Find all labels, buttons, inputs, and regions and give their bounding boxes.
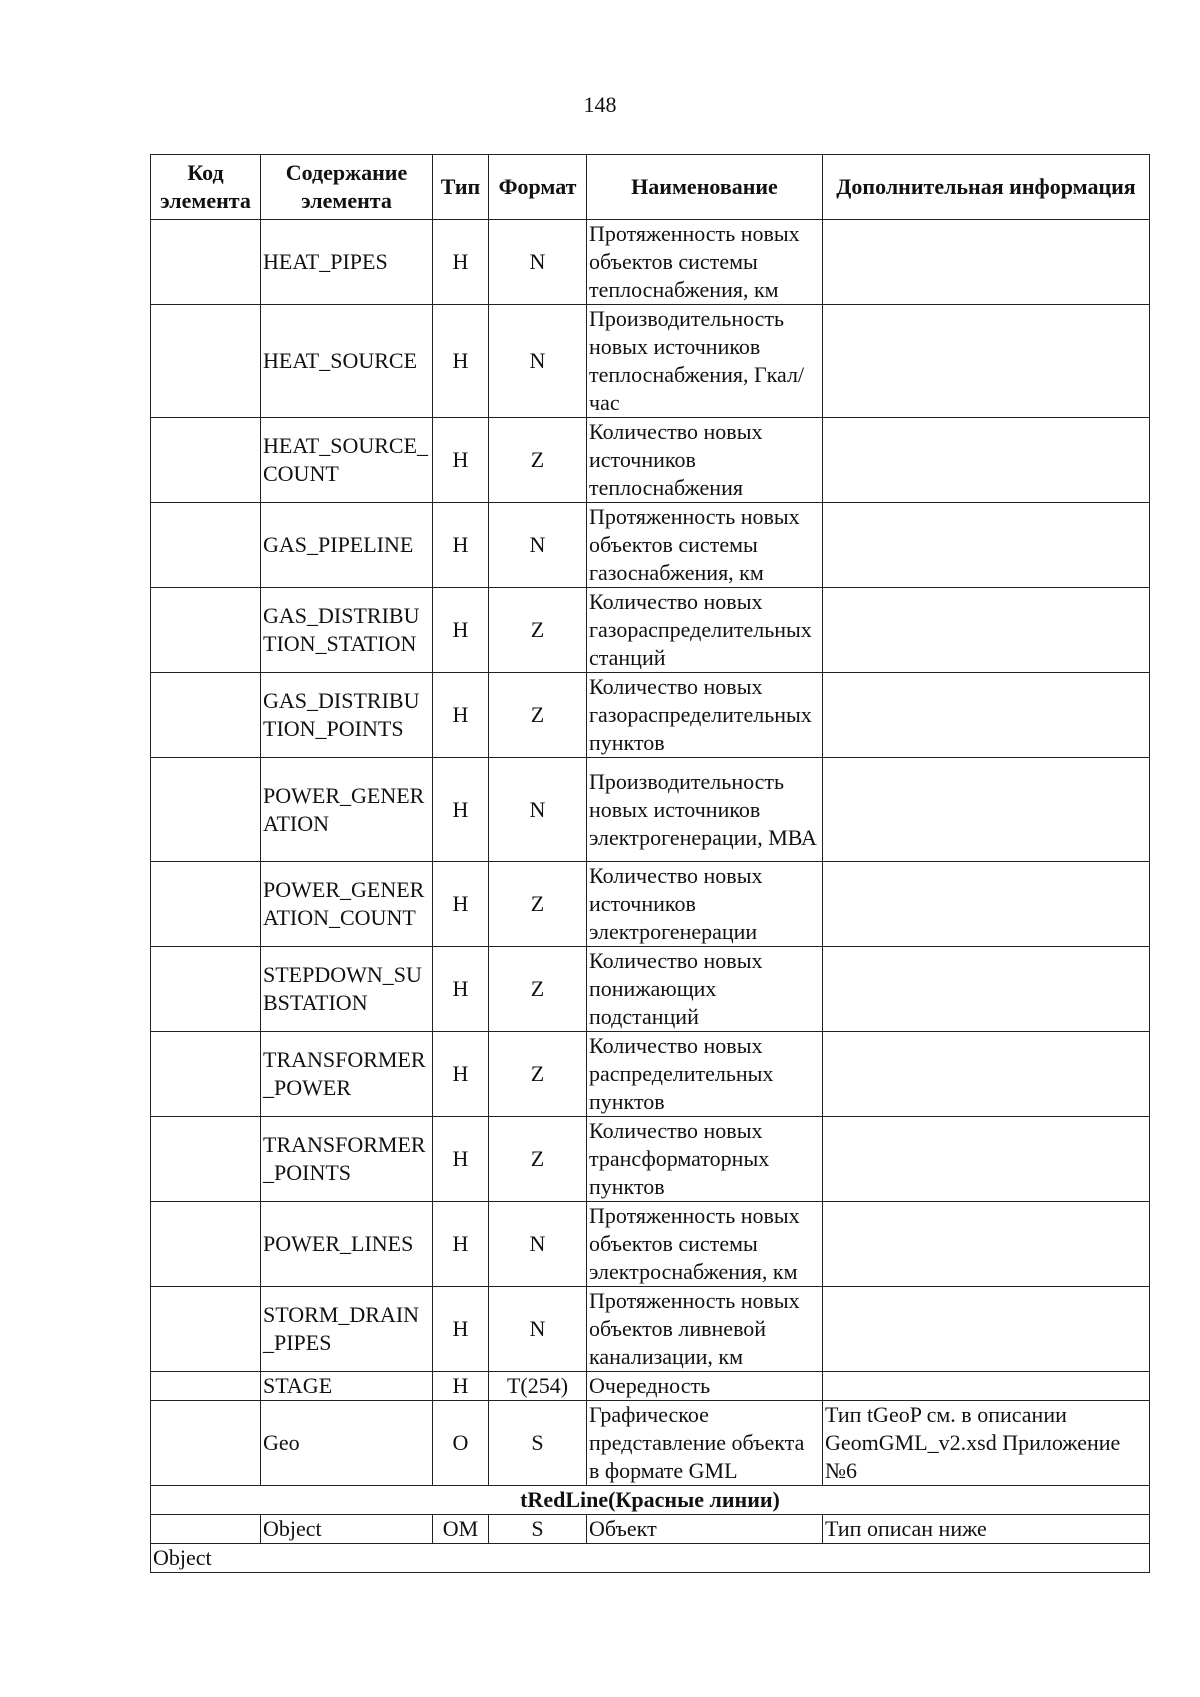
cell-format: Z [489, 673, 587, 758]
cell-code [151, 305, 261, 418]
table-row [151, 1372, 1150, 1401]
table-row [151, 503, 1150, 588]
cell-content: HEAT_PIPES [261, 220, 433, 305]
cell-type: Н [433, 220, 489, 305]
cell-content: POWER_GENERATION_COUNT [261, 862, 433, 947]
cell-name: Количество новых трансформаторных пунктов [587, 1117, 823, 1202]
cell-content: TRANSFORMER_POWER [261, 1032, 433, 1117]
cell-code [151, 220, 261, 305]
cell-content: STEPDOWN_SUBSTATION [261, 947, 433, 1032]
cell-type: Н [433, 1117, 489, 1202]
cell-content: GAS_DISTRIBUTION_POINTS [261, 673, 433, 758]
cell-code [151, 1032, 261, 1117]
cell-code [151, 503, 261, 588]
cell-type: Н [433, 862, 489, 947]
footer-label: Object [151, 1544, 1150, 1573]
cell-extra [823, 418, 1150, 503]
cell-name: Графическое представление объекта в формате GML [587, 1401, 823, 1486]
cell-content: Geo [261, 1401, 433, 1486]
cell-extra: Тип описан ниже [823, 1515, 1150, 1544]
cell-extra [823, 588, 1150, 673]
cell-code [151, 1287, 261, 1372]
cell-extra [823, 220, 1150, 305]
cell-extra [823, 1032, 1150, 1117]
cell-name: Производительность новых источников электрогенерации, МВА [587, 758, 823, 862]
header-extra: Дополнительная информация [823, 155, 1150, 220]
footer-row [151, 1544, 1150, 1573]
header-content: Содержание элемента [261, 155, 433, 220]
table-row [151, 588, 1150, 673]
cell-code [151, 947, 261, 1032]
cell-name: Протяженность новых объектов системы теплоснабжения, км [587, 220, 823, 305]
cell-extra [823, 305, 1150, 418]
cell-code [151, 418, 261, 503]
cell-code [151, 862, 261, 947]
cell-code [151, 758, 261, 862]
cell-type: Н [433, 1287, 489, 1372]
cell-format: S [489, 1401, 587, 1486]
table-row [151, 1287, 1150, 1372]
cell-content: HEAT_SOURCE_COUNT [261, 418, 433, 503]
cell-format: S [489, 1515, 587, 1544]
table-row [151, 305, 1150, 418]
cell-name: Протяженность новых объектов системы электроснабжения, км [587, 1202, 823, 1287]
cell-type: Н [433, 758, 489, 862]
cell-code [151, 1401, 261, 1486]
cell-type: Н [433, 418, 489, 503]
cell-format: Z [489, 947, 587, 1032]
header-code: Код элемента [151, 155, 261, 220]
cell-name: Количество новых распределительных пунктов [587, 1032, 823, 1117]
cell-extra: Тип tGeoP см. в описании GeomGML_v2.xsd Приложение №6 [823, 1401, 1150, 1486]
cell-name: Объект [587, 1515, 823, 1544]
cell-name: Количество новых понижающих подстанций [587, 947, 823, 1032]
header-name: Наименование [587, 155, 823, 220]
cell-type: Н [433, 1202, 489, 1287]
table-row [151, 947, 1150, 1032]
cell-name: Очередность [587, 1372, 823, 1401]
cell-format: Z [489, 862, 587, 947]
section-title: tRedLine(Красные линии) [151, 1486, 1150, 1515]
table-row [151, 1401, 1150, 1486]
cell-type: Н [433, 1372, 489, 1401]
cell-format: N [489, 503, 587, 588]
table-row [151, 1032, 1150, 1117]
cell-format: Z [489, 1032, 587, 1117]
cell-format: N [489, 305, 587, 418]
cell-format: N [489, 758, 587, 862]
section-title-row [151, 1486, 1150, 1515]
cell-format: N [489, 1287, 587, 1372]
cell-name: Протяженность новых объектов системы газоснабжения, км [587, 503, 823, 588]
cell-name: Количество новых газораспределительных пунктов [587, 673, 823, 758]
cell-content: GAS_DISTRIBUTION_STATION [261, 588, 433, 673]
table-row [151, 1202, 1150, 1287]
cell-code [151, 1117, 261, 1202]
cell-type: Н [433, 503, 489, 588]
table-header-row [151, 155, 1150, 220]
cell-format: Z [489, 588, 587, 673]
cell-code [151, 1515, 261, 1544]
table-row [151, 1515, 1150, 1544]
cell-type: О [433, 1401, 489, 1486]
cell-format: N [489, 220, 587, 305]
cell-name: Производительность новых источников теплоснабжения, Гкал/час [587, 305, 823, 418]
cell-name: Количество новых источников электрогенерации [587, 862, 823, 947]
table-row [151, 673, 1150, 758]
cell-content: HEAT_SOURCE [261, 305, 433, 418]
cell-extra [823, 1117, 1150, 1202]
cell-content: TRANSFORMER_POINTS [261, 1117, 433, 1202]
table-row [151, 758, 1150, 862]
cell-type: Н [433, 947, 489, 1032]
cell-extra [823, 947, 1150, 1032]
spec-table [150, 154, 1150, 1573]
cell-content: Object [261, 1515, 433, 1544]
cell-extra [823, 758, 1150, 862]
cell-extra [823, 1202, 1150, 1287]
cell-format: Z [489, 1117, 587, 1202]
header-type: Тип [433, 155, 489, 220]
cell-content: STAGE [261, 1372, 433, 1401]
cell-format: T(254) [489, 1372, 587, 1401]
cell-extra [823, 1372, 1150, 1401]
table-row [151, 1117, 1150, 1202]
cell-format: Z [489, 418, 587, 503]
cell-code [151, 1372, 261, 1401]
cell-type: Н [433, 1032, 489, 1117]
cell-name: Количество новых газораспределительных станций [587, 588, 823, 673]
cell-type: Н [433, 305, 489, 418]
cell-type: ОМ [433, 1515, 489, 1544]
cell-type: Н [433, 588, 489, 673]
table-row [151, 862, 1150, 947]
cell-content: STORM_DRAIN_PIPES [261, 1287, 433, 1372]
cell-format: N [489, 1202, 587, 1287]
table-row [151, 418, 1150, 503]
cell-extra [823, 1287, 1150, 1372]
cell-extra [823, 862, 1150, 947]
cell-content: POWER_LINES [261, 1202, 433, 1287]
cell-content: GAS_PIPELINE [261, 503, 433, 588]
cell-code [151, 673, 261, 758]
table-row [151, 220, 1150, 305]
cell-extra [823, 673, 1150, 758]
page-number: 148 [583, 92, 617, 117]
cell-type: Н [433, 673, 489, 758]
cell-content: POWER_GENERATION [261, 758, 433, 862]
cell-extra [823, 503, 1150, 588]
table-body [151, 220, 1150, 1573]
cell-code [151, 1202, 261, 1287]
cell-name: Протяженность новых объектов ливневой канализации, км [587, 1287, 823, 1372]
cell-code [151, 588, 261, 673]
header-format: Формат [489, 155, 587, 220]
cell-name: Количество новых источников теплоснабжения [587, 418, 823, 503]
